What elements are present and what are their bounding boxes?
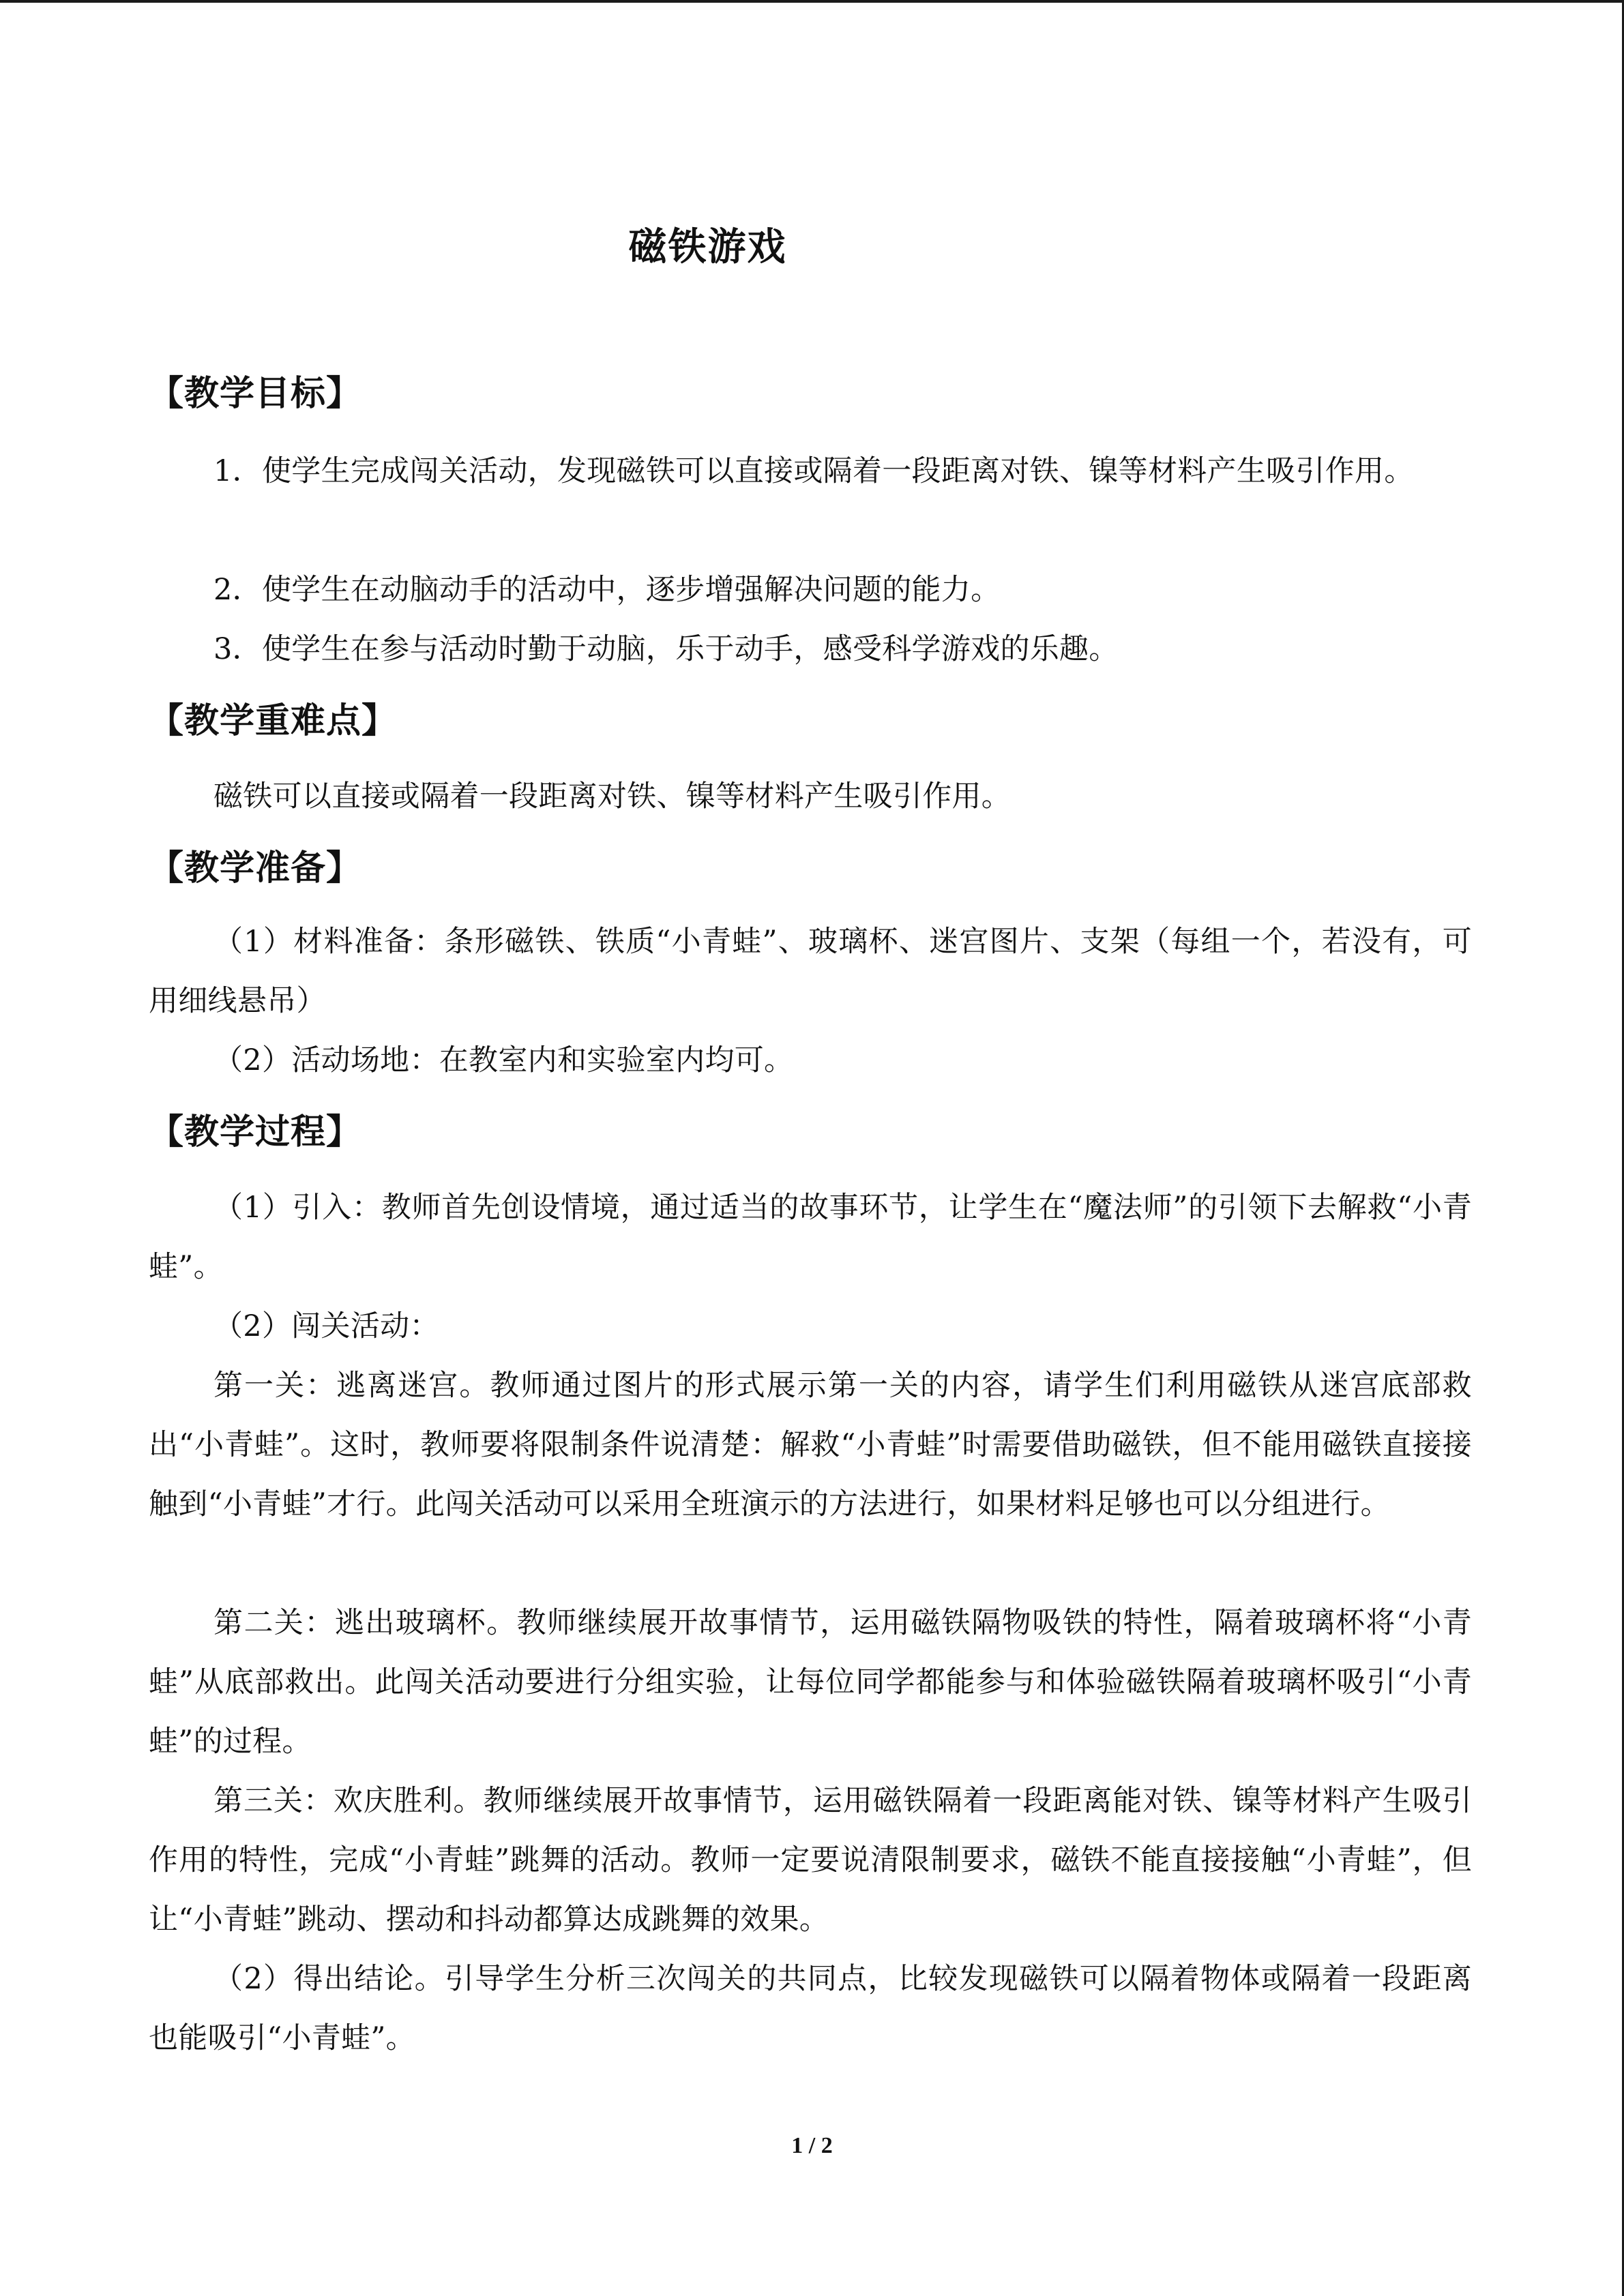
paragraph-introduction: （1）引入：教师首先创设情境，通过适当的故事环节，让学生在“魔法师”的引领下去解救“小青蛙”。 bbox=[149, 1191, 1472, 1284]
paragraph-objective-1: 1．使学生完成闯关活动，发现磁铁可以直接或隔着一段距离对铁、镍等材料产生吸引作用。 bbox=[213, 454, 1414, 488]
paragraph-activities-label: （2）闯关活动： bbox=[213, 1309, 439, 1343]
paragraph-objective-2: 2．使学生在动脑动手的活动中，逐步增强解决问题的能力。 bbox=[213, 573, 1001, 607]
section-heading-key-points: 【教学重难点】 bbox=[149, 701, 398, 741]
paragraph-venue: （2）活动场地：在教室内和实验室内均可。 bbox=[213, 1043, 794, 1077]
paragraph-conclusion: （2）得出结论。引导学生分析三次闯关的共同点，比较发现磁铁可以隔着物体或隔着一段距离也能吸引“小青蛙”。 bbox=[149, 1962, 1472, 2055]
paragraph-level-3: 第三关：欢庆胜利。教师继续展开故事情节，运用磁铁隔着一段距离能对铁、镍等材料产生吸引作用的特性，完成“小青蛙”跳舞的活动。教师一定要说清限制要求，磁铁不能直接接触“小青蛙”，但让“小青蛙”跳动、摆动和抖动都算达成跳舞的效果。 bbox=[149, 1784, 1472, 1937]
paragraph-key-point: 磁铁可以直接或隔着一段距离对铁、镍等材料产生吸引作用。 bbox=[213, 779, 1012, 814]
page-number: 1 / 2 bbox=[791, 2133, 833, 2158]
paragraph-level-2: 第二关：逃出玻璃杯。教师继续展开故事情节，运用磁铁隔物吸铁的特性，隔着玻璃杯将“小青蛙”从底部救出。此闯关活动要进行分组实验，让每位同学都能参与和体验磁铁隔着玻璃杯吸引“小青蛙”的过程。 bbox=[149, 1606, 1472, 1759]
paragraph-materials: （1）材料准备：条形磁铁、铁质“小青蛙”、玻璃杯、迷宫图片、支架（每组一个，若没有，可用细线悬吊） bbox=[149, 925, 1472, 1018]
paragraph-level-1: 第一关：逃离迷宫。教师通过图片的形式展示第一关的内容，请学生们利用磁铁从迷宫底部救出“小青蛙”。这时，教师要将限制条件说清楚：解救“小青蛙”时需要借助磁铁，但不能用磁铁直接接触到“小青蛙”才行。此闯关活动可以采用全班演示的方法进行，如果材料足够也可以分组进行。 bbox=[149, 1369, 1472, 1521]
document-title: 磁铁游戏 bbox=[628, 225, 787, 269]
section-heading-objectives: 【教学目标】 bbox=[149, 374, 362, 414]
section-heading-preparation: 【教学准备】 bbox=[149, 848, 362, 889]
paragraph-objective-3: 3．使学生在参与活动时勤于动脑，乐于动手，感受科学游戏的乐趣。 bbox=[213, 632, 1119, 666]
page-top-border bbox=[0, 0, 1624, 3]
section-heading-process: 【教学过程】 bbox=[149, 1112, 362, 1152]
